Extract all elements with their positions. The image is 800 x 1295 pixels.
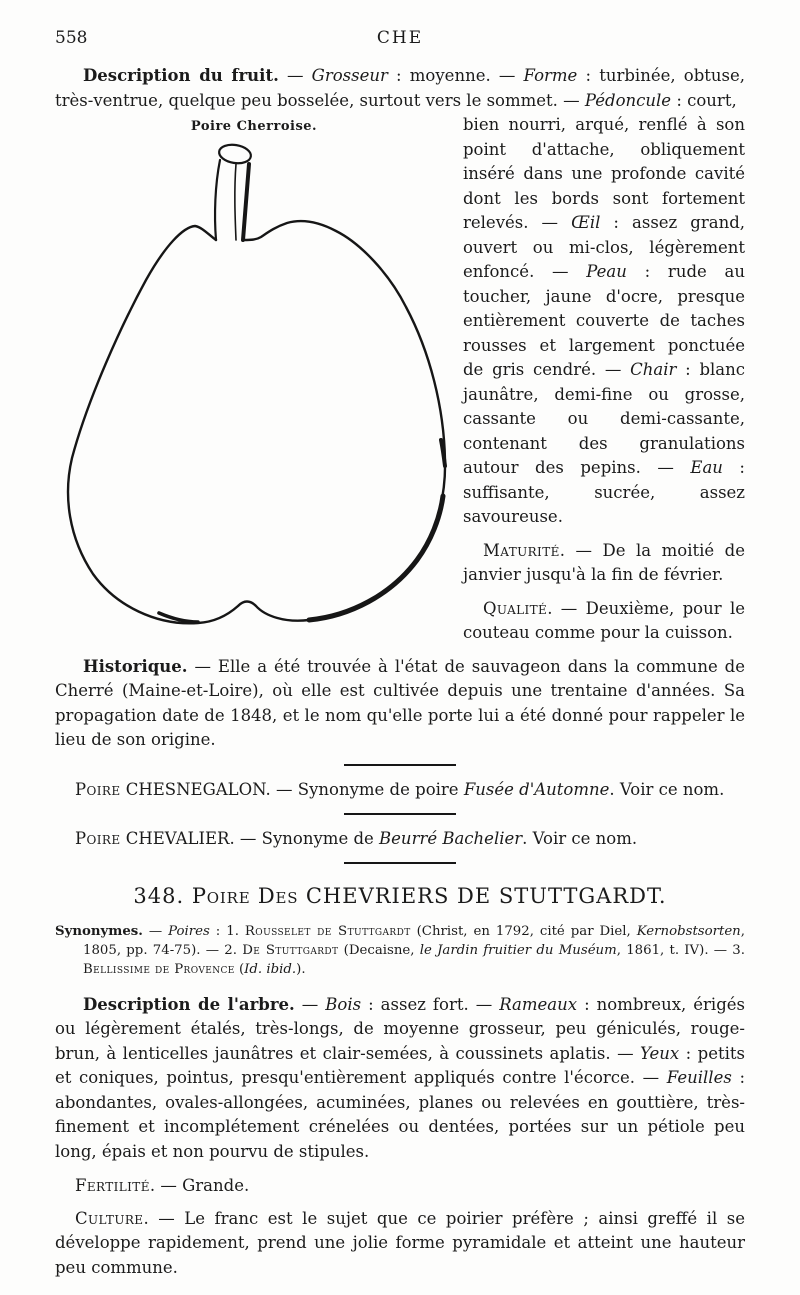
fruit-description-paragraph: Description du fruit. — Grosseur : moyenne. — Forme : turbinée, obtuse, très-ventrue, quelque peu bosselée, surtout vers le sommet. — Pédoncule : court, — [55, 66, 745, 110]
page-header — [55, 0, 745, 48]
quality-paragraph: Qualité. — Deuxième, pour le couteau comme pour la cuisson. — [463, 598, 745, 642]
culture-paragraph: Culture. — Le franc est le sujet que ce poirier préfère ; ainsi greffé il se développe rapidement, prend une jolie forme pyramidale et atteint une hauteur peu commune. — [55, 1208, 745, 1277]
pear-illustration — [59, 140, 449, 640]
cross-reference-chesnegalon: Poire CHESNEGALON. — Synonyme de poire Fusée d'Automne. Voir ce nom. — [75, 779, 725, 799]
fruit-description-continued: bien nourri, arqué, renflé à son point d'attache, obliquement inséré dans une profonde cavité dont les bords sont fortement relevés. — Œil : assez grand, ouvert ou mi-clos, légèrement enfoncé. — Peau : rude au toucher, jaune d'ocre, presque entièrement couverte de taches rousses et largement ponctuée de gris cendré. — Chair : blanc jaunâtre, demi-fine ou grosse, cassante ou demi-cassante, contenant des granulations autour des pepins. — Eau : suffisante, sucrée, assez savoureuse. — [463, 115, 745, 526]
separator-rule — [344, 764, 456, 766]
article-heading: 348. Poire Des CHEVRIERS DE STUTTGARDT. — [133, 883, 667, 908]
fertility-paragraph: Fertilité. — Grande. — [75, 1176, 250, 1195]
maturity-paragraph: Maturité. — De la moitié de janvier jusqu'à la fin de février. — [463, 540, 745, 584]
synonyms-paragraph: Synonymes. — Poires : 1. Rousselet de Stuttgardt (Christ, en 1792, cité par Diel, Kernobstsorten, 1805, pp. 74-75). — 2. De Stuttgardt (Decaisne, le Jardin fruitier du Muséum, 1861, t. IV). — 3. Bellissime de Provence (Id. ibid.). — [55, 923, 745, 977]
separator-rule — [344, 813, 456, 815]
running-title: CHE — [376, 28, 424, 48]
page — [55, 0, 745, 1280]
cross-reference-chevalier: Poire CHEVALIER. — Synonyme de Beurré Bachelier. Voir ce nom. — [75, 828, 638, 848]
figure-caption: Poire Cherroise. — [190, 119, 318, 134]
page-number: 558 — [55, 28, 88, 48]
tree-description-paragraph: Description de l'arbre. — Bois : assez fort. — Rameaux : nombreux, érigés ou légèrement étalés, très-longs, de moyenne grosseur, peu géniculés, rouge-brun, à lenticelles jaunâtres et clair-semées, à coussinets aplatis. — Yeux : petits et coniques, pointus, presqu'entièrement appliqués contre l'écorce. — Feuilles : abondantes, ovales-allongées, acuminées, planes ou relevées en gouttière, très-finement et incomplétement crénelées ou dentées, portées sur un pétiole peu long, épais et non pourvu de stipules. — [55, 994, 746, 1161]
history-paragraph: Historique. — Elle a été trouvée à l'état de sauvageon dans la commune de Cherré (Maine-et-Loire), où elle est cultivée depuis une trentaine d'années. Sa propagation date de 1848, et le nom qu'elle porte lui a été donné pour rappeler le lieu de son origine. — [55, 656, 745, 749]
separator-rule — [344, 862, 456, 864]
pear-figure — [55, 115, 453, 640]
